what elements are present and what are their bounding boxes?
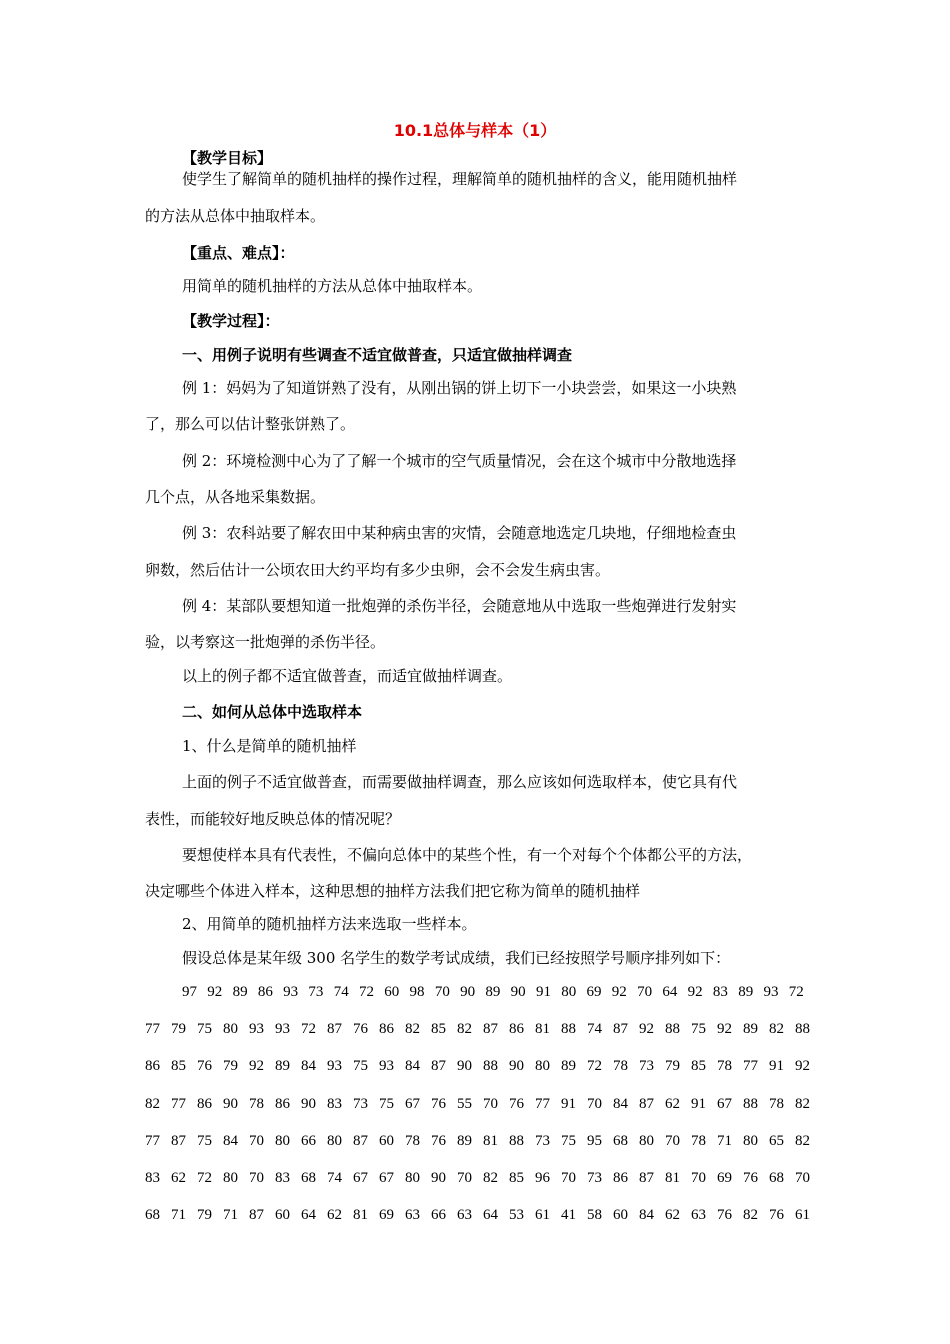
score-value: 97	[182, 984, 197, 1000]
score-value: 87	[327, 1021, 342, 1037]
score-value: 85	[509, 1170, 524, 1186]
score-value: 90	[457, 1058, 472, 1074]
score-value: 79	[223, 1058, 238, 1074]
score-value: 90	[509, 1058, 524, 1074]
score-value: 92	[249, 1058, 264, 1074]
score-value: 70	[561, 1170, 576, 1186]
score-value: 72	[788, 984, 804, 1000]
score-value: 78	[717, 1058, 732, 1074]
score-value: 90	[301, 1096, 316, 1112]
score-value: 79	[171, 1021, 186, 1037]
score-value: 76	[197, 1058, 212, 1074]
score-value: 62	[665, 1096, 680, 1112]
score-value: 77	[145, 1021, 160, 1037]
example2-line1: 例 2：环境检测中心为了了解一个城市的空气质量情况，会在这个城市中分散地选择	[182, 452, 737, 470]
score-value: 80	[223, 1021, 238, 1037]
score-value: 70	[249, 1170, 264, 1186]
score-value: 74	[333, 984, 349, 1000]
scores-row	[145, 1131, 810, 1151]
score-value: 87	[431, 1058, 446, 1074]
score-value: 70	[795, 1170, 810, 1186]
score-value: 82	[405, 1021, 420, 1037]
score-value: 58	[587, 1207, 602, 1223]
paragraph1-line2: 表性，而能较好地反映总体的情况呢？	[145, 810, 401, 828]
score-value: 75	[197, 1133, 212, 1149]
score-value: 78	[249, 1096, 264, 1112]
scores-row	[145, 1056, 810, 1076]
score-value: 87	[483, 1021, 498, 1037]
score-value: 69	[379, 1207, 394, 1223]
score-value: 89	[738, 984, 754, 1000]
example4-line2: 验，以考察这一批炮弹的杀伤半径。	[145, 633, 386, 651]
score-value: 95	[587, 1133, 602, 1149]
score-value: 82	[743, 1207, 758, 1223]
score-value: 86	[197, 1096, 212, 1112]
score-value: 91	[535, 984, 551, 1000]
score-value: 93	[283, 984, 299, 1000]
score-value: 84	[223, 1133, 238, 1149]
example3-line1: 例 3：农科站要了解农田中某种病虫害的灾情，会随意地选定几块地，仔细地检查虫	[182, 524, 737, 542]
score-value: 86	[509, 1021, 524, 1037]
score-value: 76	[353, 1021, 368, 1037]
score-value: 80	[275, 1133, 290, 1149]
score-value: 70	[637, 984, 653, 1000]
score-value: 76	[431, 1133, 446, 1149]
summary-text: 以上的例子都不适宜做普查，而适宜做抽样调查。	[182, 667, 513, 685]
heading-process: 【教学过程】：	[182, 312, 280, 330]
score-value: 79	[665, 1058, 680, 1074]
score-value: 61	[535, 1207, 550, 1223]
scores-row	[145, 1205, 810, 1225]
score-value: 93	[249, 1021, 264, 1037]
score-value: 96	[535, 1170, 550, 1186]
score-value: 76	[769, 1207, 784, 1223]
score-value: 84	[405, 1058, 420, 1074]
score-value: 98	[409, 984, 425, 1000]
score-value: 68	[145, 1207, 160, 1223]
score-value: 82	[145, 1096, 160, 1112]
subsection1-heading: 1、什么是简单的随机抽样	[182, 737, 357, 755]
score-value: 88	[509, 1133, 524, 1149]
score-value: 62	[327, 1207, 342, 1223]
score-value: 75	[197, 1021, 212, 1037]
score-value: 67	[379, 1170, 394, 1186]
score-value: 67	[353, 1170, 368, 1186]
score-value: 84	[613, 1096, 628, 1112]
score-value: 88	[483, 1058, 498, 1074]
score-value: 70	[587, 1096, 602, 1112]
score-value: 61	[795, 1207, 810, 1223]
score-value: 90	[431, 1170, 446, 1186]
score-value: 92	[639, 1021, 654, 1037]
paragraph2-line1: 要想使样本具有代表性，不偏向总体中的某些个性，有一个对每个个体都公平的方法，	[182, 846, 753, 864]
score-value: 86	[145, 1058, 160, 1074]
score-value: 70	[483, 1096, 498, 1112]
score-value: 86	[379, 1021, 394, 1037]
score-value: 67	[717, 1096, 732, 1112]
score-value: 80	[561, 984, 577, 1000]
score-value: 73	[308, 984, 324, 1000]
score-value: 92	[687, 984, 703, 1000]
paragraph2-line2: 决定哪些个体进入样本，这种思想的抽样方法我们把它称为简单的随机抽样	[145, 882, 641, 900]
scores-row	[182, 982, 804, 1002]
score-value: 41	[561, 1207, 576, 1223]
score-value: 80	[327, 1133, 342, 1149]
score-value: 91	[561, 1096, 576, 1112]
score-value: 60	[275, 1207, 290, 1223]
score-value: 84	[301, 1058, 316, 1074]
score-value: 93	[327, 1058, 342, 1074]
score-value: 77	[171, 1096, 186, 1112]
score-value: 55	[457, 1096, 472, 1112]
subsection2-heading: 2、用简单的随机抽样方法来选取一些样本。	[182, 915, 477, 933]
score-value: 89	[561, 1058, 576, 1074]
score-value: 83	[327, 1096, 342, 1112]
score-value: 68	[769, 1170, 784, 1186]
score-value: 80	[405, 1170, 420, 1186]
example2-line2: 几个点，从各地采集数据。	[145, 488, 326, 506]
score-value: 62	[665, 1207, 680, 1223]
score-value: 73	[353, 1096, 368, 1112]
scores-row	[145, 1094, 810, 1114]
score-value: 88	[743, 1096, 758, 1112]
score-value: 65	[769, 1133, 784, 1149]
score-value: 72	[197, 1170, 212, 1186]
score-value: 87	[639, 1096, 654, 1112]
score-value: 70	[665, 1133, 680, 1149]
score-value: 90	[223, 1096, 238, 1112]
score-value: 77	[535, 1096, 550, 1112]
score-value: 64	[483, 1207, 498, 1223]
score-value: 81	[353, 1207, 368, 1223]
score-value: 83	[145, 1170, 160, 1186]
score-value: 64	[301, 1207, 316, 1223]
score-value: 92	[207, 984, 223, 1000]
score-value: 67	[405, 1096, 420, 1112]
score-value: 72	[301, 1021, 316, 1037]
paragraph1-line1: 上面的例子不适宜做普查，而需要做抽样调查，那么应该如何选取样本，使它具有代	[182, 773, 738, 791]
objective-text-line2: 的方法从总体中抽取样本。	[145, 207, 326, 225]
score-value: 91	[691, 1096, 706, 1112]
score-value: 86	[257, 984, 273, 1000]
score-value: 66	[301, 1133, 316, 1149]
score-value: 80	[223, 1170, 238, 1186]
score-value: 83	[275, 1170, 290, 1186]
score-value: 82	[483, 1170, 498, 1186]
score-value: 63	[457, 1207, 472, 1223]
score-value: 77	[145, 1133, 160, 1149]
score-value: 81	[535, 1021, 550, 1037]
example3-line2: 卵数，然后估计一公顷农田大约平均有多少虫卵，会不会发生病虫害。	[145, 561, 611, 579]
section2-heading: 二、如何从总体中选取样本	[182, 703, 363, 721]
score-value: 90	[510, 984, 526, 1000]
score-value: 92	[717, 1021, 732, 1037]
score-value: 73	[639, 1058, 654, 1074]
objective-text-line1: 使学生了解简单的随机抽样的操作过程，理解简单的随机抽样的含义，能用随机抽样	[182, 170, 738, 188]
score-value: 88	[665, 1021, 680, 1037]
score-value: 89	[485, 984, 501, 1000]
score-value: 78	[613, 1058, 628, 1074]
score-value: 90	[460, 984, 476, 1000]
score-value: 76	[743, 1170, 758, 1186]
score-value: 75	[561, 1133, 576, 1149]
example4-line1: 例 4：某部队要想知道一批炮弹的杀伤半径，会随意地从中选取一些炮弹进行发射实	[182, 597, 737, 615]
score-value: 73	[587, 1170, 602, 1186]
score-value: 92	[795, 1058, 810, 1074]
score-value: 75	[379, 1096, 394, 1112]
example1-line2: 了，那么可以估计整张饼熟了。	[145, 415, 356, 433]
score-value: 74	[587, 1021, 602, 1037]
score-value: 82	[457, 1021, 472, 1037]
score-value: 84	[639, 1207, 654, 1223]
example1-line1: 例 1：妈妈为了知道饼熟了没有，从刚出锅的饼上切下一小块尝尝，如果这一小块熟	[182, 379, 737, 397]
score-value: 79	[197, 1207, 212, 1223]
score-value: 87	[613, 1021, 628, 1037]
score-value: 60	[379, 1133, 394, 1149]
score-value: 78	[405, 1133, 420, 1149]
score-value: 75	[353, 1058, 368, 1074]
score-value: 70	[457, 1170, 472, 1186]
score-value: 80	[639, 1133, 654, 1149]
score-value: 73	[535, 1133, 550, 1149]
score-value: 75	[691, 1021, 706, 1037]
score-value: 69	[586, 984, 602, 1000]
heading-objective: 【教学目标】	[182, 149, 273, 167]
score-value: 80	[535, 1058, 550, 1074]
score-value: 81	[483, 1133, 498, 1149]
score-value: 88	[795, 1021, 810, 1037]
score-value: 72	[358, 984, 374, 1000]
score-value: 77	[743, 1058, 758, 1074]
score-value: 63	[691, 1207, 706, 1223]
score-value: 68	[301, 1170, 316, 1186]
score-value: 93	[379, 1058, 394, 1074]
score-value: 85	[431, 1021, 446, 1037]
score-value: 72	[587, 1058, 602, 1074]
score-value: 83	[712, 984, 728, 1000]
score-value: 87	[171, 1133, 186, 1149]
score-value: 86	[275, 1096, 290, 1112]
score-value: 62	[171, 1170, 186, 1186]
score-value: 60	[613, 1207, 628, 1223]
score-value: 70	[434, 984, 450, 1000]
score-value: 82	[795, 1096, 810, 1112]
score-value: 93	[763, 984, 779, 1000]
score-value: 76	[717, 1207, 732, 1223]
score-value: 69	[717, 1170, 732, 1186]
key-difficult-text: 用简单的随机抽样的方法从总体中抽取样本。	[182, 277, 483, 295]
score-value: 87	[353, 1133, 368, 1149]
score-value: 64	[662, 984, 678, 1000]
score-value: 78	[769, 1096, 784, 1112]
score-value: 87	[249, 1207, 264, 1223]
score-value: 53	[509, 1207, 524, 1223]
score-value: 89	[232, 984, 248, 1000]
document-title: 10.1总体与样本（1）	[393, 121, 557, 140]
score-value: 71	[171, 1207, 186, 1223]
score-value: 76	[431, 1096, 446, 1112]
scores-row	[145, 1168, 810, 1188]
heading-key-difficult: 【重点、难点】：	[182, 244, 295, 262]
score-value: 86	[613, 1170, 628, 1186]
score-value: 80	[743, 1133, 758, 1149]
score-value: 70	[249, 1133, 264, 1149]
section1-heading: 一、用例子说明有些调查不适宜做普查，只适宜做抽样调查	[182, 346, 573, 364]
score-value: 88	[561, 1021, 576, 1037]
score-value: 82	[795, 1133, 810, 1149]
paragraph3: 假设总体是某年级 300 名学生的数学考试成绩，我们已经按照学号顺序排列如下：	[182, 949, 731, 967]
scores-row	[145, 1019, 810, 1039]
score-value: 82	[769, 1021, 784, 1037]
score-value: 76	[509, 1096, 524, 1112]
score-value: 81	[665, 1170, 680, 1186]
score-value: 60	[384, 984, 400, 1000]
score-value: 78	[691, 1133, 706, 1149]
score-value: 91	[769, 1058, 784, 1074]
score-value: 92	[611, 984, 627, 1000]
score-value: 68	[613, 1133, 628, 1149]
score-value: 85	[171, 1058, 186, 1074]
score-value: 85	[691, 1058, 706, 1074]
score-value: 66	[431, 1207, 446, 1223]
score-value: 89	[743, 1021, 758, 1037]
score-value: 71	[223, 1207, 238, 1223]
score-value: 71	[717, 1133, 732, 1149]
score-value: 89	[275, 1058, 290, 1074]
score-value: 63	[405, 1207, 420, 1223]
score-value: 70	[691, 1170, 706, 1186]
score-value: 74	[327, 1170, 342, 1186]
score-value: 87	[639, 1170, 654, 1186]
score-value: 93	[275, 1021, 290, 1037]
score-value: 89	[457, 1133, 472, 1149]
